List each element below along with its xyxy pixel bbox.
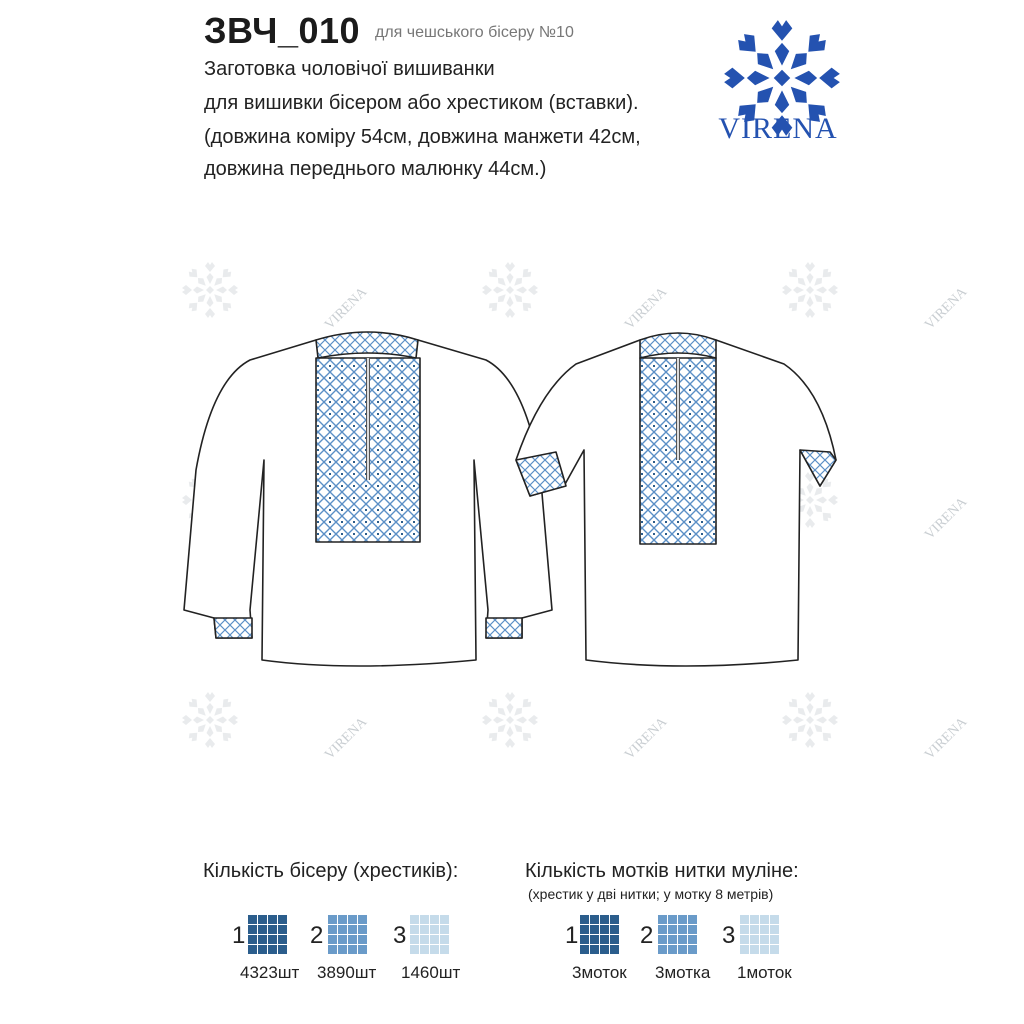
thread-color-number-1: 1 [565,922,579,949]
shirt-illustrations [0,300,1024,700]
bead-color-number-1: 1 [232,922,246,949]
bead-amount-3: 1460шт [401,963,461,982]
thread-amount-3: 1моток [737,963,792,982]
description-line-4: довжина переднього малюнку 44см.) [204,158,547,180]
svg-text:VIRENA: VIRENA [922,284,971,333]
svg-text:VIRENA: VIRENA [622,714,671,763]
bead-color-swatch-2 [328,915,367,954]
description-line-1: Заготовка чоловічої вишиванки [204,58,495,80]
bead-color-swatch-3 [410,915,449,954]
bead-color-number-3: 3 [393,922,407,949]
long-sleeve-shirt [184,332,552,666]
thread-color-swatch-3 [740,915,779,954]
thread-amount-1: 3моток [572,963,627,982]
bead-type-subtitle: для чешського бісеру №10 [375,24,574,41]
thread-color-swatch-2 [658,915,697,954]
bead-amount-1: 4323шт [240,963,300,982]
description-line-2: для вишивки бісером або хрестиком (вставки). [204,92,639,114]
bead-color-number-2: 2 [310,922,324,949]
svg-text:VIRENA: VIRENA [622,284,671,333]
threads-section-title: Кількість мотків нитки муліне: [525,860,799,882]
bead-amount-2: 3890шт [317,963,377,982]
threads-note: (хрестик у дві нитки; у мотку 8 метрів) [528,886,774,902]
brand-name: VIRENA [718,112,838,145]
svg-text:VIRENA: VIRENA [322,284,371,333]
thread-amount-2: 3мотка [655,963,711,982]
beads-section-title: Кількість бісеру (хрестиків): [203,860,459,882]
thread-color-swatch-1 [580,915,619,954]
description-line-3: (довжина коміру 54см, довжина манжети 42см, [204,126,641,148]
svg-text:VIRENA: VIRENA [922,714,971,763]
svg-text:VIRENA: VIRENA [322,714,371,763]
bead-color-swatch-1 [248,915,287,954]
thread-color-number-3: 3 [722,922,736,949]
svg-text:VIRENA: VIRENA [922,494,971,543]
short-sleeve-shirt [516,333,836,666]
thread-color-number-2: 2 [640,922,654,949]
product-code: ЗВЧ_010 [204,10,361,51]
